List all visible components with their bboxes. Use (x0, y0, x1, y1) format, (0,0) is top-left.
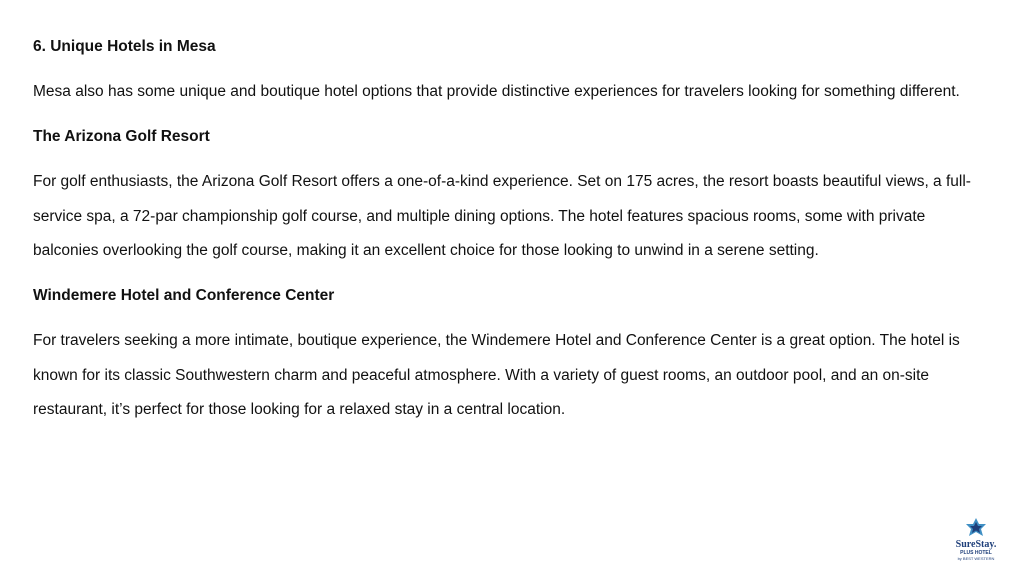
surestay-logo (948, 518, 1004, 566)
hotel-description-arizona-golf-resort: For golf enthusiasts, the Arizona Golf Resort offers a one-of-a-kind experience. Set on 175 acres, the resort boasts beautiful views, a full-service spa, a 72-par championship golf course, and multiple dining options. The hotel features spacious rooms, some with private balconies overlooking the golf course, making it an excellent choice for those looking to unwind in a serene setting. (33, 172, 971, 260)
logo-by-text: by BEST WESTERN (957, 556, 995, 561)
hotel-name-arizona-golf-resort: The Arizona Golf Resort (33, 127, 210, 145)
section-title: 6. Unique Hotels in Mesa (33, 38, 216, 55)
logo-brand-text: SureStay. (955, 539, 997, 550)
hotel-description-windemere: For travelers seeking a more intimate, boutique experience, the Windemere Hotel and Conference Center is a great option. The hotel is known for its classic Southwestern charm and peaceful atmosphere. With a variety of guest rooms, an outdoor pool, and an on-site restaurant, it’s perfect for those looking for a relaxed stay in a central location. (33, 332, 960, 419)
hotel-name-windemere: Windemere Hotel and Conference Center (33, 287, 335, 305)
intro-paragraph: Mesa also has some unique and boutique hotel options that provide distinctive experiences for travelers looking for something different. (33, 82, 960, 100)
surestay-star-icon (964, 518, 988, 540)
logo-sub-text: PLUS HOTEL (960, 550, 992, 556)
document-body (33, 30, 978, 438)
